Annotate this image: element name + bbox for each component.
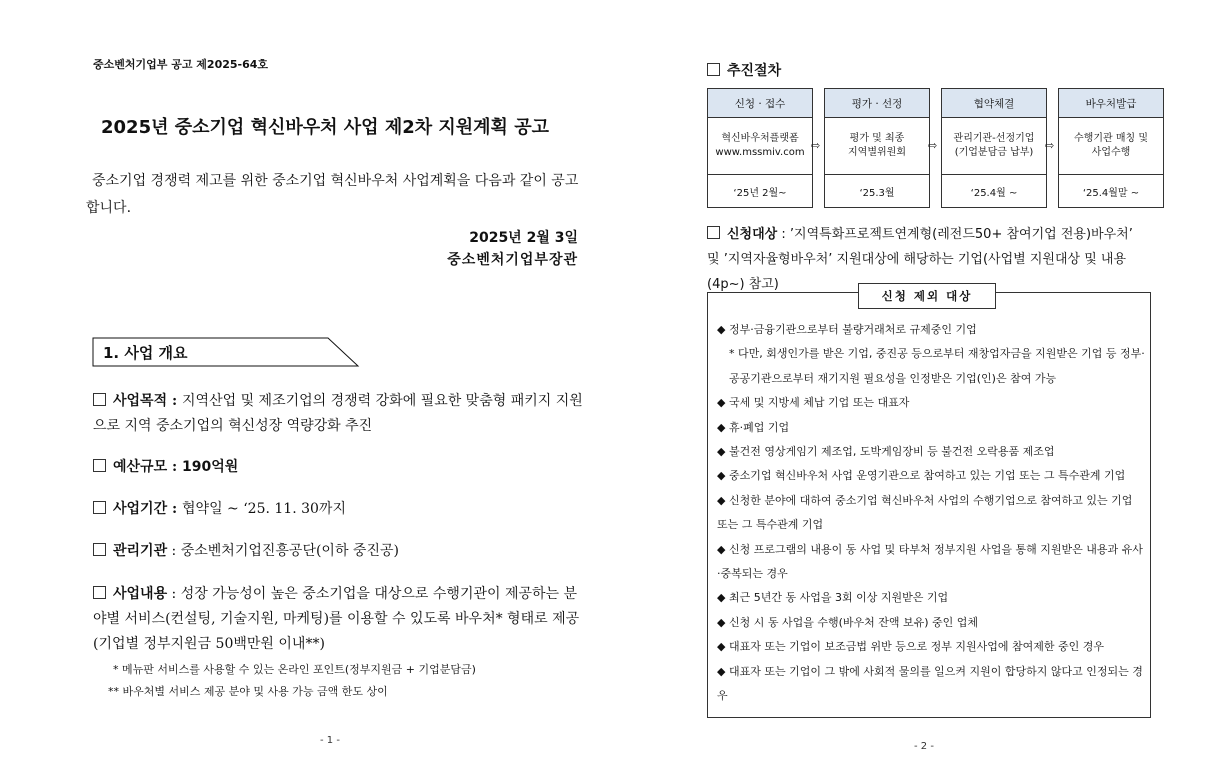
- content-item: 사업내용 : 성장 가능성이 높은 중소기업을 대상으로 수행기관이 제공하는 분야별 서비스(컨설팅, 기술지원, 마케팅)를 이용할 수 있도록 바우처* 형태로 제공(기업별 정부지원금 50백만원 이내**): [93, 586, 580, 652]
- issuer-name: 중소벤처기업부장관: [447, 252, 578, 268]
- exclusion-item: ◆ 신청한 분야에 대하여 중소기업 혁신바우처 사업의 수행기업으로 참여하고 있는 기업 또는 그 특수관계 기업: [717, 493, 1133, 532]
- checkbox-square-icon: [93, 393, 106, 406]
- agency-label: 관리기관: [113, 543, 168, 559]
- exclusion-list: [717, 318, 1145, 709]
- page-2: [614, 0, 1228, 768]
- checkbox-square-icon: [93, 543, 106, 556]
- arrow-right-icon: ⇨: [1045, 139, 1055, 152]
- budget-value: 190억원: [182, 459, 239, 475]
- section-title: 1. 사업 개요: [103, 344, 188, 362]
- page-number: - 2 -: [914, 741, 934, 752]
- checkbox-square-icon: [707, 226, 720, 239]
- exclusion-item: * 다만, 회생인가를 받은 기업, 중진공 등으로부터 재창업자금을 지원받은 기업 등 정부·공공기관으로부터 재기지원 필요성을 인정받은 기업(인)은 참여 가능: [729, 347, 1145, 385]
- exclusion-item: ◆ 불건전 영상게임기 제조업, 도박게임장비 등 불건전 오락용품 제조업: [717, 445, 1055, 459]
- budget-item: 예산규모 : 190억원: [93, 455, 583, 480]
- procedure-step-date: ‘25.4월 ~: [970, 187, 1018, 199]
- procedure-step: [941, 88, 1047, 208]
- exclusion-item: ◆ 대표자 또는 기업이 그 밖에 사회적 물의를 일으켜 지원이 합당하지 않다고 인정되는 경우: [717, 664, 1143, 703]
- purpose-item: 사업목적 : 지역산업 및 제조기업의 경쟁력 강화에 필요한 맞춤형 패키지 지원으로 지역 중소기업의 혁신성장 역량강화 추진: [93, 393, 583, 434]
- intro-paragraph: 중소기업 경쟁력 제고를 위한 중소기업 혁신바우처 사업계획을 다음과 같이 공고합니다.: [86, 173, 579, 216]
- exclusion-title: 신청 제외 대상: [858, 283, 996, 309]
- procedure-step-title: 평가 · 선정: [825, 89, 929, 118]
- exclusion-item: ◆ 대표자 또는 기업이 보조금법 위반 등으로 정부 지원사업에 참여제한 중인 경우: [717, 640, 1104, 654]
- budget-label: 예산규모: [113, 459, 168, 475]
- footnote-1: * 메뉴판 서비스를 사용할 수 있는 온라인 포인트(정부지원금 + 기업분담금): [113, 663, 476, 676]
- procedure-step-body: 혁신바우처플랫폼 www.mssmiv.com: [708, 118, 812, 175]
- procedure-step-body: 수행기관 매칭 및 사업수행: [1059, 118, 1163, 175]
- procedure-step: [824, 88, 930, 208]
- target-label: 신청대상: [727, 227, 778, 242]
- agency-item: 관리기관 : 중소벤처기업진흥공단(이하 중진공): [93, 539, 583, 564]
- exclusion-item: ◆ 중소기업 혁신바우처 사업 운영기관으로 참여하고 있는 기업 또는 그 특수관계 기업: [717, 469, 1126, 483]
- procedure-step-date: ‘25.4월말 ~: [1082, 187, 1140, 199]
- procedure-step-body: 평가 및 최종 지역별위원회: [825, 118, 929, 175]
- procedure-step-title: 신청 · 접수: [708, 89, 812, 118]
- procedure-step-date: ‘25년 2월~: [733, 187, 787, 199]
- content-text: 성장 가능성이 높은 중소기업을 대상으로 수행기관이 제공하는 분야별 서비스(컨설팅, 기술지원, 마케팅)를 이용할 수 있도록 바우처* 형태로 제공(기업별 정부지원금 50백만원 이내**): [93, 586, 580, 652]
- page-title: 2025년 중소기업 혁신바우처 사업 제2차 지원계획 공고: [101, 117, 549, 138]
- exclusion-item: ◆ 정부·금융기관으로부터 불량거래처로 규제중인 기업: [717, 323, 977, 336]
- document-number: 중소벤처기업부 공고 제2025-64호: [93, 58, 269, 71]
- arrow-right-icon: ⇨: [811, 139, 821, 152]
- exclusion-item: ◆ 신청 시 동 사업을 수행(바우처 잔액 보유) 중인 업체: [717, 615, 979, 629]
- page-number: - 1 -: [320, 735, 340, 746]
- checkbox-square-icon: [93, 459, 106, 472]
- agency-value: 중소벤처기업진흥공단(이하 중진공): [180, 543, 399, 559]
- procedure-step-title: 바우처발급: [1059, 89, 1163, 118]
- exclusion-item: ◆ 최근 5년간 동 사업을 3회 이상 지원받은 기업: [717, 591, 949, 605]
- procedure-step-title: 협약체결: [942, 89, 1046, 118]
- purpose-label: 사업목적: [113, 393, 168, 409]
- target-text: : ’지역특화프로젝트연계형(레전드50+ 참여기업 전용)바우처’ 및 ’지역자율형바우처’ 지원대상에 해당하는 기업(사업별 지원대상 및 내용(4p~) 참고): [707, 227, 1133, 292]
- procedure-step-body: 관리기관-선정기업 (기업분담금 납부): [942, 118, 1046, 175]
- procedure-heading-text: 추진절차: [727, 63, 782, 79]
- exclusion-item: ◆ 휴·폐업 기업: [717, 420, 790, 434]
- arrow-right-icon: ⇨: [928, 139, 938, 152]
- checkbox-square-icon: [93, 501, 106, 514]
- checkbox-square-icon: [707, 63, 720, 76]
- content-label: 사업내용: [113, 586, 168, 602]
- procedure-step: [1058, 88, 1164, 208]
- footnote-2: ** 바우처별 서비스 제공 분야 및 사용 가능 금액 한도 상이: [108, 685, 388, 698]
- exclusion-item: ◆ 국세 및 지방세 체납 기업 또는 대표자: [717, 396, 910, 410]
- checkbox-square-icon: [93, 586, 106, 599]
- procedure-step: [707, 88, 813, 208]
- procedure-step-date: ‘25.3월: [859, 187, 895, 199]
- period-value: 협약일 ~ ‘25. 11. 30까지: [182, 501, 346, 517]
- purpose-text: 지역산업 및 제조기업의 경쟁력 강화에 필요한 맞춤형 패키지 지원으로 지역 중소기업의 혁신성장 역량강화 추진: [93, 393, 583, 434]
- exclusion-item: ◆ 신청 프로그램의 내용이 동 사업 및 타부처 정부지원 사업을 통해 지원받은 내용과 유사·중복되는 경우: [717, 542, 1143, 581]
- announcement-date: 2025년 2월 3일: [469, 230, 578, 246]
- period-item: 사업기간 : 협약일 ~ ‘25. 11. 30까지: [93, 497, 583, 522]
- procedure-heading: [707, 60, 781, 80]
- period-label: 사업기간: [113, 501, 168, 517]
